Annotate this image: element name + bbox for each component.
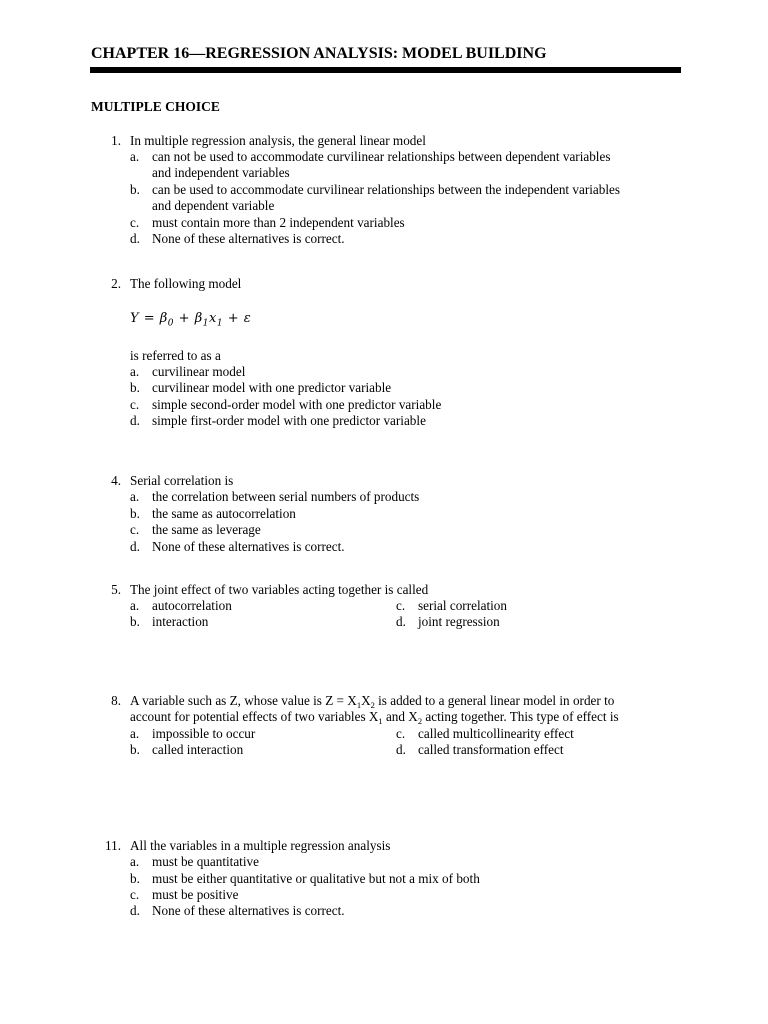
title-rule <box>90 67 681 73</box>
option-letter: d. <box>130 413 140 428</box>
option-letter: b. <box>130 380 140 395</box>
option-letter: c. <box>130 887 140 902</box>
option-letter: c. <box>396 598 406 613</box>
question-stem: In multiple regression analysis, the general linear model <box>130 133 426 148</box>
option-letter: d. <box>396 614 406 629</box>
option-letter: d. <box>396 742 406 757</box>
question-stem-continued: account for potential effects of two variables $X_1$ and $X_2$ acting together. This type of effect is <box>130 709 619 726</box>
option-text-continued: and independent variables <box>152 165 290 180</box>
option-letter: b. <box>130 614 140 629</box>
option-text: called multicollinearity effect <box>418 726 574 741</box>
option-text: called interaction <box>152 742 244 757</box>
question-stem: The joint effect of two variables acting together is called <box>130 582 429 597</box>
question-number: 5. <box>111 582 121 597</box>
option-text: joint regression <box>418 614 500 629</box>
option-text: must be quantitative <box>152 854 259 869</box>
option-text: must be either quantitative or qualitative but not a mix of both <box>152 871 480 886</box>
question-stem: Serial correlation is <box>130 473 234 488</box>
option-text: can be used to accommodate curvilinear relationships between the independent variables <box>152 182 620 197</box>
option-text: serial correlation <box>418 598 507 613</box>
option-text: can not be used to accommodate curvilinear relationships between dependent variables <box>152 149 611 164</box>
option-letter: a. <box>130 598 140 613</box>
section-heading: MULTIPLE CHOICE <box>91 99 220 114</box>
option-letter: c. <box>130 522 140 537</box>
option-letter: a. <box>130 364 140 379</box>
option-letter: b. <box>130 742 140 757</box>
option-text: called transformation effect <box>418 742 564 757</box>
option-text: impossible to occur <box>152 726 256 741</box>
option-text: interaction <box>152 614 209 629</box>
option-letter: d. <box>130 539 140 554</box>
option-text: simple second-order model with one predictor variable <box>152 397 442 412</box>
option-text: must be positive <box>152 887 239 902</box>
option-text: None of these alternatives is correct. <box>152 903 345 918</box>
option-text: the correlation between serial numbers of products <box>152 489 420 504</box>
option-letter: a. <box>130 854 140 869</box>
option-letter: d. <box>130 903 140 918</box>
option-text-continued: and dependent variable <box>152 198 275 213</box>
chapter-title: CHAPTER 16—REGRESSION ANALYSIS: MODEL BUILDING <box>91 45 547 62</box>
question-stem-continued: is referred to as a <box>130 348 221 363</box>
option-letter: b. <box>130 506 140 521</box>
option-text: the same as autocorrelation <box>152 506 296 521</box>
option-letter: d. <box>130 231 140 246</box>
option-text: curvilinear model <box>152 364 246 379</box>
option-text: must contain more than 2 independent variables <box>152 215 405 230</box>
option-letter: c. <box>130 397 140 412</box>
question-number: 1. <box>111 133 121 148</box>
question-number: 8. <box>111 693 121 708</box>
option-text: autocorrelation <box>152 598 232 613</box>
question-stem: A variable such as Z, whose value is $Z = X_1X_2$ is added to a general linear model in order to <box>130 693 615 710</box>
option-text: simple first-order model with one predictor variable <box>152 413 426 428</box>
option-letter: a. <box>130 726 140 741</box>
option-letter: c. <box>130 215 140 230</box>
option-letter: b. <box>130 182 140 197</box>
question-number: 2. <box>111 276 121 291</box>
question-number: 4. <box>111 473 121 488</box>
option-letter: a. <box>130 489 140 504</box>
option-letter: c. <box>396 726 406 741</box>
regression-formula: $Y = \beta_0 + \beta_1x_1 + \varepsilon$ <box>130 311 252 329</box>
option-letter: a. <box>130 149 140 164</box>
question-stem: The following model <box>130 276 242 291</box>
question-stem: All the variables in a multiple regression analysis <box>130 838 391 853</box>
option-text: None of these alternatives is correct. <box>152 539 345 554</box>
option-letter: b. <box>130 871 140 886</box>
option-text: None of these alternatives is correct. <box>152 231 345 246</box>
question-number: 11. <box>105 838 121 853</box>
option-text: curvilinear model with one predictor variable <box>152 380 392 395</box>
option-text: the same as leverage <box>152 522 261 537</box>
